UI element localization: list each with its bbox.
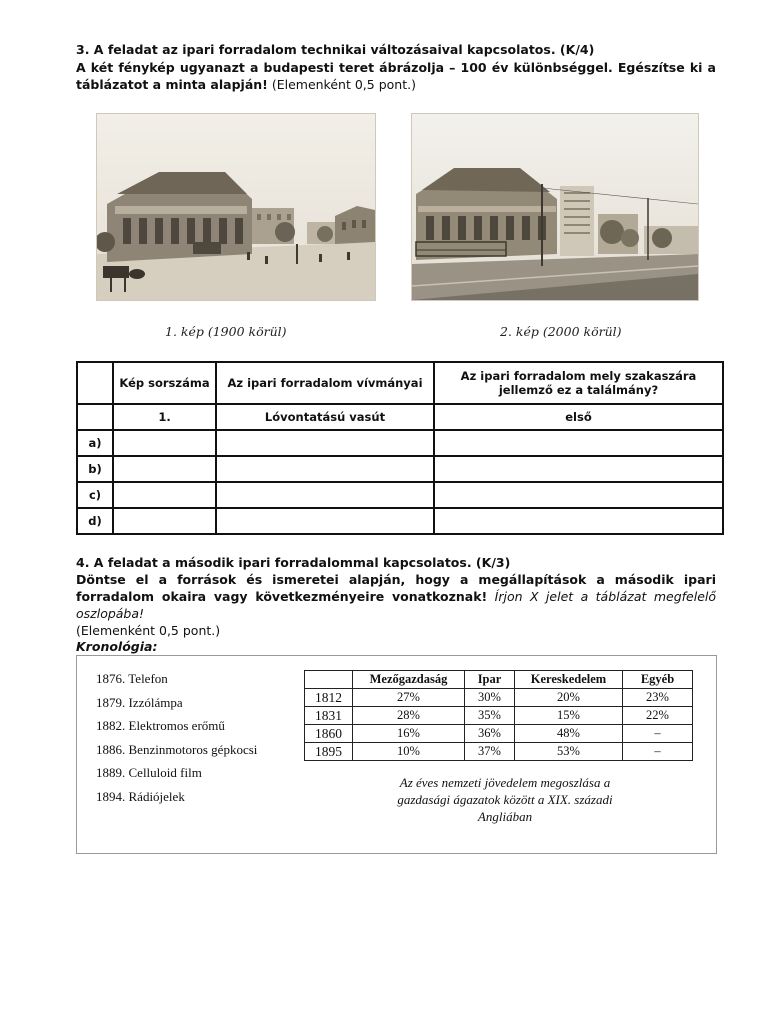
task3-cell-achievement[interactable] <box>216 482 434 508</box>
photo-2000-caption: 2. kép (2000 körül) <box>500 324 622 339</box>
task3-header-achievements: Az ipari forradalom vívmányai <box>216 362 434 404</box>
income-header-row <box>305 671 693 689</box>
income-value: 36% <box>465 725 515 743</box>
task3-example-phase: első <box>434 404 723 430</box>
task3-cell-picture[interactable] <box>113 430 216 456</box>
chronology-list <box>96 667 296 809</box>
chronology-item: 1894. Rádiójelek <box>96 788 185 804</box>
task3-example-picture: 1. <box>113 404 216 430</box>
income-year: 1812 <box>305 689 353 707</box>
income-value: 10% <box>353 743 465 761</box>
task3-cell-achievement[interactable] <box>216 430 434 456</box>
task3-row-label: a) <box>77 430 113 456</box>
income-header-industry: Ipar <box>465 671 515 689</box>
income-value: 15% <box>515 707 623 725</box>
income-header-trade: Kereskedelem <box>515 671 623 689</box>
task3-cell-phase[interactable] <box>434 482 723 508</box>
chronology-item: 1889. Celluloid film <box>96 765 202 781</box>
income-header-blank <box>305 671 353 689</box>
task3-instruction-points: (Elemenként 0,5 pont.) <box>267 77 416 92</box>
task4-instruction-italic: Írjon X jelet a táblázat megfelelő oszlopába! <box>76 589 716 621</box>
task3-cell-phase[interactable] <box>434 430 723 456</box>
chronology-item: 1876. Telefon <box>96 671 168 686</box>
task4-instruction-bold: Döntse el a források és ismeretei alapján, hogy a megállapítások a második ipari forradalom okaira vagy következményeire vonatkoznak! <box>76 572 716 604</box>
task4-instruction-points: (Elemenként 0,5 pont.) <box>76 623 221 638</box>
task3-title: 3. A feladat az ipari forradalom technikai változásaival kapcsolatos. (K/4) <box>76 42 595 57</box>
task4-title: 4. A feladat a második ipari forradalommal kapcsolatos. (K/3) <box>76 555 511 570</box>
income-year: 1895 <box>305 743 353 761</box>
chronology-item: 1886. Benzinmotoros gépkocsi <box>96 741 258 757</box>
task3-cell-picture[interactable] <box>113 508 216 534</box>
income-header-other: Egyéb <box>623 671 693 689</box>
task3-cell-achievement[interactable] <box>216 508 434 534</box>
income-header-agriculture: Mezőgazdaság <box>353 671 465 689</box>
photo-1900-image <box>97 114 375 300</box>
photo-2000 <box>411 113 699 301</box>
income-year: 1860 <box>305 725 353 743</box>
income-value: 35% <box>465 707 515 725</box>
task3-row-label: d) <box>77 508 113 534</box>
income-value: 37% <box>465 743 515 761</box>
income-table-caption: Az éves nemzeti jövedelem megoszlása a gazdasági ágazatok között a XIX. századi Angliában <box>397 775 613 824</box>
task3-example-row <box>77 404 723 430</box>
task4-instruction <box>76 571 716 639</box>
income-row-1895 <box>305 743 693 761</box>
income-value: 28% <box>353 707 465 725</box>
income-row-1812 <box>305 689 693 707</box>
income-row-1831 <box>305 707 693 725</box>
income-value: 22% <box>623 707 693 725</box>
task3-example-achievement: Lóvontatású vasút <box>216 404 434 430</box>
task3-cell-picture[interactable] <box>113 456 216 482</box>
photo-1900-caption: 1. kép (1900 körül) <box>165 324 287 339</box>
income-value: 53% <box>515 743 623 761</box>
task3-cell-picture[interactable] <box>113 482 216 508</box>
income-value: 20% <box>515 689 623 707</box>
income-value: – <box>623 743 693 761</box>
income-value: 30% <box>465 689 515 707</box>
chronology-item: 1882. Elektromos erőmű <box>96 718 225 734</box>
task3-header-row <box>77 362 723 404</box>
income-row-1860 <box>305 725 693 743</box>
task3-row-b <box>77 456 723 482</box>
task3-row-c <box>77 482 723 508</box>
task3-cell-phase[interactable] <box>434 508 723 534</box>
task3-instruction <box>76 59 716 93</box>
income-value: 27% <box>353 689 465 707</box>
photo-1900 <box>96 113 376 301</box>
task3-header-phase: Az ipari forradalom mely szakaszára jellemző ez a találmány? <box>434 362 723 404</box>
income-value: 48% <box>515 725 623 743</box>
task3-row-label: c) <box>77 482 113 508</box>
income-table <box>304 670 693 761</box>
task3-cell-phase[interactable] <box>434 456 723 482</box>
income-value: 23% <box>623 689 693 707</box>
chronology-item: 1879. Izzólámpa <box>96 694 183 710</box>
task3-header-picture-number: Kép sorszáma <box>113 362 216 404</box>
task3-row-a <box>77 430 723 456</box>
income-year: 1831 <box>305 707 353 725</box>
task3-row-d <box>77 508 723 534</box>
task3-row-label: b) <box>77 456 113 482</box>
task3-example-label <box>77 404 113 430</box>
photo-2000-image <box>412 114 698 300</box>
task3-header-blank <box>77 362 113 404</box>
task3-instruction-bold: A két fénykép ugyanazt a budapesti teret ábrázolja – 100 év különbséggel. Egészítse ki a táblázatot a minta alapján! <box>76 60 716 92</box>
chronology-heading: Kronológia: <box>76 639 158 654</box>
task3-cell-achievement[interactable] <box>216 456 434 482</box>
income-value: – <box>623 725 693 743</box>
task3-table <box>76 361 724 535</box>
income-value: 16% <box>353 725 465 743</box>
